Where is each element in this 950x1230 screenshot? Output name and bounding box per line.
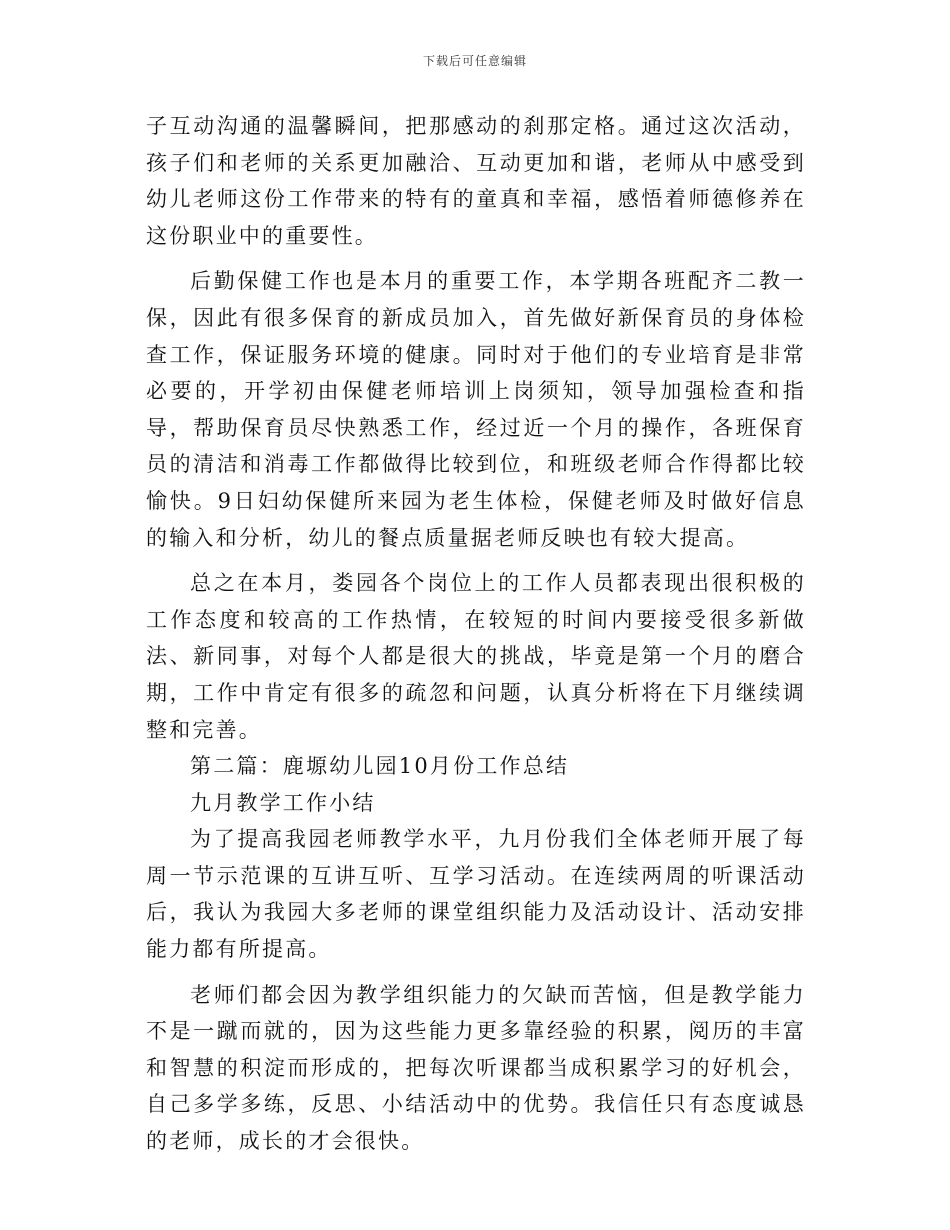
- paragraph-logistics-health: 后勤保健工作也是本月的重要工作，本学期各班配齐二教一保，因此有很多保育的新成员加入，首先做好新保育员的身体检查工作，保证服务环境的健康。同时对于他们的专业培育是非常必要的，开学初由保健老师培训上岗须知，领导加强检查和指导，帮助保育员尽快熟悉工作，经过近一个月的操作，各班保育员的清洁和消毒工作都做得比较到位，和班级老师合作得都比较愉快。9日妇幼保健所来园为老生体检，保健老师及时做好信息的输入和分析，幼儿的餐点质量据老师反映也有较大提高。: [146, 269, 806, 550]
- paragraph-summary: 总之在本月，娄园各个岗位上的工作人员都表现出很积极的工作态度和较高的工作热情，在较短的时间内要接受很多新做法、新同事，对每个人都是很大的挑战，毕竟是第一个月的磨合期，工作中肯定有很多的疏忽和问题，认真分析将在下月继续调整和完善。: [146, 571, 806, 742]
- section-subtitle-september: 九月教学工作小结: [190, 790, 376, 815]
- section-title-second-article: 第二篇：鹿塬幼儿园10月份工作总结: [190, 754, 570, 779]
- paragraph-continuation: 子互动沟通的温馨瞬间，把那感动的刹那定格。通过这次活动，孩子们和老师的关系更加融洽、互动更加和谐，老师从中感受到幼儿老师这份工作带来的特有的童真和幸福，感悟着师德修养在这份职业中的重要性。: [146, 114, 806, 248]
- paragraph-teaching-ability: 老师们都会因为教学组织能力的欠缺而苦恼，但是教学能力不是一蹴而就的，因为这些能力更多靠经验的积累，阅历的丰富和智慧的积淀而形成的，把每次听课都当成积累学习的好机会，自己多学多练，反思、小结活动中的优势。我信任只有态度诚恳的老师，成长的才会很快。: [146, 982, 806, 1154]
- page-header: 下载后可任意编辑: [422, 54, 527, 68]
- paragraph-teaching-activities: 为了提高我园老师教学水平，九月份我们全体老师开展了每周一节示范课的互讲互听、互学习活动。在连续两周的听课活动后，我认为我园大多老师的课堂组织能力及活动设计、活动安排能力都有所提高。: [146, 827, 806, 962]
- document-body: [146, 108, 806, 1160]
